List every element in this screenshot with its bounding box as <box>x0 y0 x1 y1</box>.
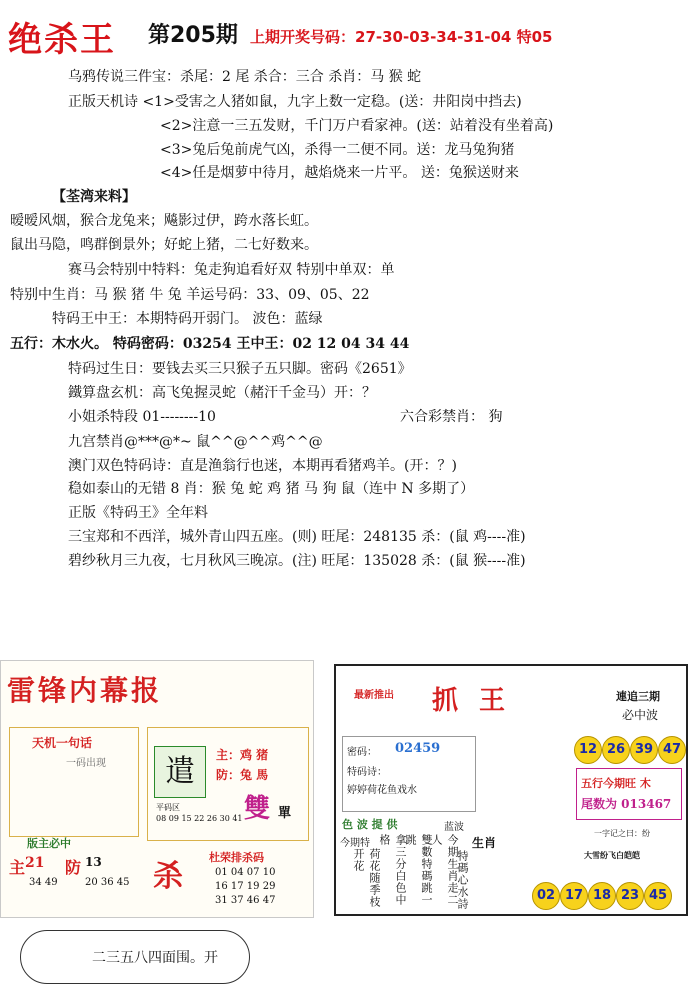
ball-top-2: 26 <box>602 736 630 764</box>
nums-left: 34 49 <box>29 877 58 888</box>
text-line: <3>兔后兔前虎气凶，杀得一二便不同。送：龙马兔狗猪 <box>160 142 515 158</box>
double-char: 雙 <box>244 794 271 824</box>
bizhong-label: 必中波 <box>622 708 659 722</box>
page-title: 绝杀王 <box>8 20 116 60</box>
left-panel <box>0 660 314 918</box>
text-line: 六合彩禁肖： 狗 <box>400 409 503 425</box>
text-line: 正版天机诗 <1>受害之人猪如鼠，九字上数一定稳。(送：井阳岗中挡去) <box>68 94 522 110</box>
right-panel <box>334 664 688 916</box>
vertical-text: 特碼心水詩 <box>456 850 469 910</box>
pingte-nums: 08 09 15 22 26 30 41 <box>156 814 243 823</box>
vertical-label: 今期特 <box>340 838 370 849</box>
wuxing-box <box>576 768 682 820</box>
text-line: 特别中生肖：马 猴 猪 牛 兔 羊运号码：33、09、05、22 <box>10 287 370 303</box>
text-line: 稳如泰山的无错 8 肖：猴 兔 蛇 鸡 猪 马 狗 鼠（连中 N 多期了） <box>68 481 475 497</box>
big-char: 遣 <box>154 746 206 798</box>
sebo-label: 色 波 提 供 <box>342 818 398 831</box>
text-line: <2>注意一三五发财，千门万户看家神。(送：站着没有坐着高) <box>160 118 554 134</box>
zuixin-label: 最新推出 <box>354 690 394 701</box>
bottom-label: 版主必中 <box>27 837 71 850</box>
shengxiao-label: 生肖 <box>472 836 497 850</box>
teme-label: 特码诗： <box>347 767 387 778</box>
grid-row: 01 04 07 10 <box>215 867 276 878</box>
text-line: 三宝郑和不西洋，城外青山四五座。(则) 旺尾：248135 杀：(鼠 鸡----准) <box>68 529 526 545</box>
section-heading: 【荃湾来料】 <box>52 189 136 205</box>
text-line: 暧暧风烟，猴合龙兔来；飚影过伊，跨水落长虹。 <box>10 213 318 229</box>
text-line: 小姐杀特段 01--------10 <box>68 409 216 425</box>
center-box <box>147 727 309 841</box>
text-line: 鐵算盘玄机：高飞兔握灵蛇（赭汗千金马）开：？ <box>68 385 376 401</box>
text-line: 澳门双色特码诗：直是渔翁行也迷，本期再看猪鸡羊。(开：？) <box>68 458 457 474</box>
text-line: <4>任是烟萝中待月，越焰烧来一片平。 送：兔猴送财来 <box>160 165 519 181</box>
shijing-title: 杜荣排杀码 <box>209 851 264 864</box>
text-line: 特码王中王：本期特码开弱门。 波色：蓝绿 <box>52 311 323 327</box>
teme-value: 婷婷荷花鱼戏水 <box>347 785 417 796</box>
tianji-title: 天机一句话 <box>32 736 93 750</box>
vertical-text: 雙數特碼跳一跳 <box>404 834 433 906</box>
previous-result: 上期开奖号码：27-30-03-34-31-04 特05 <box>250 28 553 46</box>
text-line: 鼠出马隐，鸣群倒景外；好蛇上猪，二七好数来。 <box>10 237 318 253</box>
ball-top-1: 12 <box>574 736 602 764</box>
fang-label: 防 <box>65 858 82 877</box>
zhu-fang-box <box>9 851 137 903</box>
text-line: 五行：木水火。 特码密码：03254 王中王：02 12 04 34 44 <box>10 336 410 352</box>
mima-value: 02459 <box>395 741 441 756</box>
ball-bottom-3: 18 <box>588 882 616 910</box>
zhu-num: 21 <box>25 855 45 871</box>
left-panel-title: 雷锋内幕报 <box>7 674 163 707</box>
ball-bottom-5: 45 <box>644 882 672 910</box>
weishu-text: 尾数为 013467 <box>581 797 672 811</box>
ball-bottom-2: 17 <box>560 882 588 910</box>
text-line: 正版《特码王》全年料 <box>68 505 208 521</box>
sebo-value: 蓝波 <box>444 822 464 833</box>
ball-top-3: 39 <box>630 736 658 764</box>
text-line: 乌鸦传说三件宝：杀尾：2 尾 杀合：三合 杀肖：马 猴 蛇 <box>68 69 422 85</box>
issue-number: 第205期 <box>148 23 238 48</box>
vertical-text: 拿三分白色中格 <box>378 834 407 906</box>
right-panel-title: 抓 王 <box>432 686 512 716</box>
cloud-text: 二三五八四面围。开 <box>92 950 218 966</box>
sha-char: 杀 <box>153 859 183 894</box>
lianzhong-label: 連追三期 <box>616 690 660 703</box>
zhu-text: 主：鸡 猪 <box>216 748 269 762</box>
fang-num: 13 <box>85 855 102 869</box>
ball-bottom-4: 23 <box>616 882 644 910</box>
dazi-text: 大雪纷飞白皑皑 <box>584 850 640 860</box>
fang-text: 防：兔 馬 <box>216 768 269 782</box>
vertical-text: 今期生肖走二人 <box>430 834 459 906</box>
zhu-label: 主 <box>9 858 26 877</box>
vertical-text: 荷花随季枝开花 <box>352 848 381 908</box>
grid-row: 31 37 46 47 <box>215 895 276 906</box>
text-line: 碧纱秋月三九夜，七月秋风三晚凉。(注) 旺尾：135028 杀：(鼠 猴----准) <box>68 553 526 569</box>
mima-box <box>342 736 476 812</box>
text-line: 赛马会特别中特料：兔走狗追看好双 特别中单双：单 <box>68 262 395 278</box>
text-line: 特码过生日：要钱去买三只猴子五只脚。密码《2651》 <box>68 361 412 377</box>
nums-right: 20 36 45 <box>85 877 130 888</box>
single-char: 單 <box>278 806 292 821</box>
mima-label: 密码： <box>347 747 377 758</box>
grid-row: 16 17 19 29 <box>215 881 276 892</box>
text-line: 九宫禁肖@***@*~ 鼠^^@^^鸡^^@ <box>68 434 323 450</box>
pingte-label: 平码区 <box>156 803 180 812</box>
ball-top-4: 47 <box>658 736 686 764</box>
yizi-text: 一字记之曰：纷 <box>594 829 650 838</box>
tianji-box <box>9 727 139 837</box>
ball-bottom-1: 02 <box>532 882 560 910</box>
wuxing-text: 五行今期旺 木 <box>581 777 651 790</box>
tianji-sub: 一码出现 <box>66 758 106 769</box>
